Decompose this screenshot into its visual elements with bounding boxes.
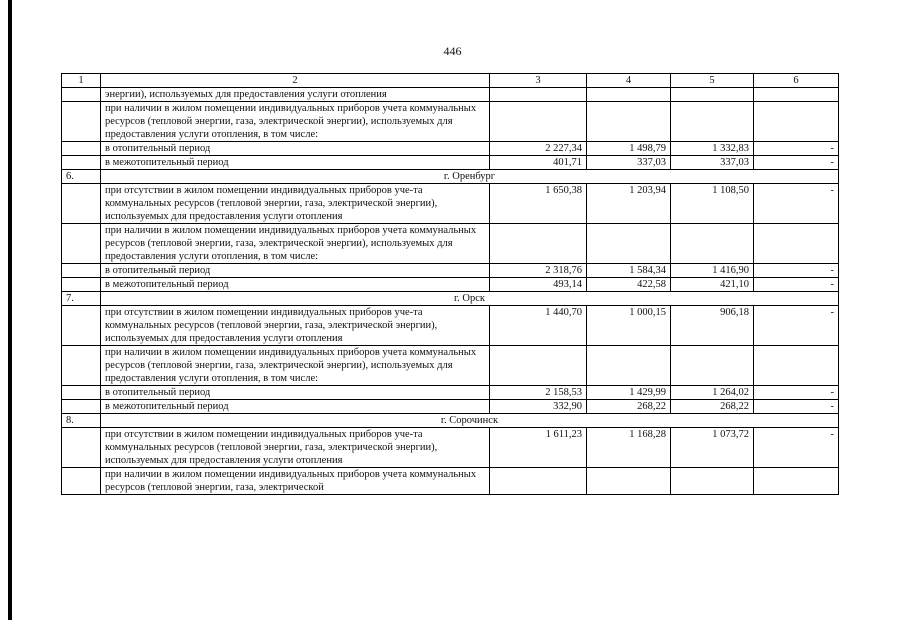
table-row — [62, 264, 839, 278]
description-cell: энергии), используемых для предоставления услуги отопления — [101, 88, 490, 102]
row-number-cell — [62, 386, 101, 400]
value-cell-v6: - — [754, 184, 839, 224]
description-cell: в межотопительный период — [101, 278, 490, 292]
city-row — [62, 292, 839, 306]
table-row — [62, 224, 839, 264]
header-cell: 5 — [671, 74, 754, 88]
page-number: 446 — [443, 44, 462, 58]
value-cell-v6: - — [754, 428, 839, 468]
value-cell-v5 — [671, 224, 754, 264]
city-row — [62, 170, 839, 184]
city-name: г. Орск — [101, 292, 839, 306]
value-cell-v6: - — [754, 156, 839, 170]
table-row — [62, 468, 839, 495]
city-name: г. Сорочинск — [101, 414, 839, 428]
table-body — [62, 74, 839, 495]
value-cell-v6: - — [754, 306, 839, 346]
header-cell: 6 — [754, 74, 839, 88]
table-row — [62, 278, 839, 292]
value-cell-v6: - — [754, 386, 839, 400]
description-cell: при наличии в жилом помещении индивидуальных приборов учета коммунальных ресурсов (тепловой энергии, газа, электрической энергии), используемых для предоставления услуги отопления, в том числе: — [101, 346, 490, 386]
description-cell: при наличии в жилом помещении индивидуальных приборов учета коммунальных ресурсов (тепловой энергии, газа, электрической энергии), используемых для предоставления услуги отопления, в том числе: — [101, 102, 490, 142]
value-cell-v5 — [671, 346, 754, 386]
header-cell: 2 — [101, 74, 490, 88]
description-cell: в отопительный период — [101, 142, 490, 156]
value-cell-v6: - — [754, 142, 839, 156]
value-cell-v6 — [754, 102, 839, 142]
page-edge-bar — [8, 0, 12, 620]
value-cell-v5: 906,18 — [671, 306, 754, 346]
tariff-table — [61, 73, 839, 495]
table-row — [62, 142, 839, 156]
value-cell-v4 — [587, 88, 671, 102]
value-cell-v3 — [490, 346, 587, 386]
value-cell-v3 — [490, 468, 587, 495]
row-number-cell — [62, 88, 101, 102]
value-cell-v3: 1 611,23 — [490, 428, 587, 468]
city-number: 8. — [62, 414, 101, 428]
value-cell-v6: - — [754, 264, 839, 278]
description-cell: при наличии в жилом помещении индивидуальных приборов учета коммунальных ресурсов (тепловой энергии, газа, электрической энергии), используемых для предоставления услуги отопления, в том числе: — [101, 224, 490, 264]
value-cell-v5: 1 416,90 — [671, 264, 754, 278]
city-row — [62, 414, 839, 428]
table-row — [62, 156, 839, 170]
table-row — [62, 428, 839, 468]
row-number-cell — [62, 468, 101, 495]
value-cell-v4: 1 000,15 — [587, 306, 671, 346]
table-row — [62, 306, 839, 346]
value-cell-v3 — [490, 224, 587, 264]
row-number-cell — [62, 428, 101, 468]
value-cell-v5: 421,10 — [671, 278, 754, 292]
value-cell-v6 — [754, 224, 839, 264]
row-number-cell — [62, 400, 101, 414]
value-cell-v5: 268,22 — [671, 400, 754, 414]
value-cell-v3: 1 440,70 — [490, 306, 587, 346]
value-cell-v3: 493,14 — [490, 278, 587, 292]
description-cell: при отсутствии в жилом помещении индивидуальных приборов уче-та коммунальных ресурсов (тепловой энергии, газа, электрической энергии), используемых для предоставления услуги отопления — [101, 428, 490, 468]
value-cell-v3: 2 227,34 — [490, 142, 587, 156]
table-row — [62, 184, 839, 224]
table-row — [62, 102, 839, 142]
table-row — [62, 386, 839, 400]
value-cell-v4: 1 203,94 — [587, 184, 671, 224]
value-cell-v3: 401,71 — [490, 156, 587, 170]
value-cell-v3: 332,90 — [490, 400, 587, 414]
value-cell-v5: 337,03 — [671, 156, 754, 170]
value-cell-v3 — [490, 88, 587, 102]
value-cell-v5 — [671, 468, 754, 495]
description-cell: при отсутствии в жилом помещении индивидуальных приборов уче-та коммунальных ресурсов (тепловой энергии, газа, электрической энергии), используемых для предоставления услуги отопления — [101, 306, 490, 346]
value-cell-v4: 268,22 — [587, 400, 671, 414]
value-cell-v4 — [587, 468, 671, 495]
value-cell-v4: 337,03 — [587, 156, 671, 170]
value-cell-v6 — [754, 346, 839, 386]
description-cell: в межотопительный период — [101, 400, 490, 414]
value-cell-v6: - — [754, 400, 839, 414]
value-cell-v4 — [587, 346, 671, 386]
value-cell-v4 — [587, 102, 671, 142]
value-cell-v6 — [754, 468, 839, 495]
value-cell-v5: 1 332,83 — [671, 142, 754, 156]
value-cell-v3: 1 650,38 — [490, 184, 587, 224]
row-number-cell — [62, 184, 101, 224]
description-cell: в отопительный период — [101, 386, 490, 400]
value-cell-v3 — [490, 102, 587, 142]
row-number-cell — [62, 264, 101, 278]
value-cell-v6 — [754, 88, 839, 102]
table-row — [62, 88, 839, 102]
value-cell-v4: 1 584,34 — [587, 264, 671, 278]
value-cell-v4: 422,58 — [587, 278, 671, 292]
value-cell-v3: 2 318,76 — [490, 264, 587, 278]
row-number-cell — [62, 278, 101, 292]
row-number-cell — [62, 224, 101, 264]
value-cell-v4: 1 429,99 — [587, 386, 671, 400]
value-cell-v4: 1 168,28 — [587, 428, 671, 468]
row-number-cell — [62, 306, 101, 346]
header-row — [62, 74, 839, 88]
value-cell-v5 — [671, 88, 754, 102]
description-cell: при наличии в жилом помещении индивидуальных приборов учета коммунальных ресурсов (тепловой энергии, газа, электрической — [101, 468, 490, 495]
city-name: г. Оренбург — [101, 170, 839, 184]
city-number: 7. — [62, 292, 101, 306]
header-cell: 3 — [490, 74, 587, 88]
description-cell: в межотопительный период — [101, 156, 490, 170]
description-cell: при отсутствии в жилом помещении индивидуальных приборов уче-та коммунальных ресурсов (тепловой энергии, газа, электрической энергии), используемых для предоставления услуги отопления — [101, 184, 490, 224]
city-number: 6. — [62, 170, 101, 184]
table-row — [62, 346, 839, 386]
row-number-cell — [62, 346, 101, 386]
value-cell-v6: - — [754, 278, 839, 292]
row-number-cell — [62, 142, 101, 156]
row-number-cell — [62, 102, 101, 142]
header-cell: 4 — [587, 74, 671, 88]
value-cell-v4: 1 498,79 — [587, 142, 671, 156]
header-cell: 1 — [62, 74, 101, 88]
value-cell-v3: 2 158,53 — [490, 386, 587, 400]
value-cell-v4 — [587, 224, 671, 264]
table-row — [62, 400, 839, 414]
value-cell-v5 — [671, 102, 754, 142]
value-cell-v5: 1 073,72 — [671, 428, 754, 468]
value-cell-v5: 1 264,02 — [671, 386, 754, 400]
value-cell-v5: 1 108,50 — [671, 184, 754, 224]
row-number-cell — [62, 156, 101, 170]
description-cell: в отопительный период — [101, 264, 490, 278]
